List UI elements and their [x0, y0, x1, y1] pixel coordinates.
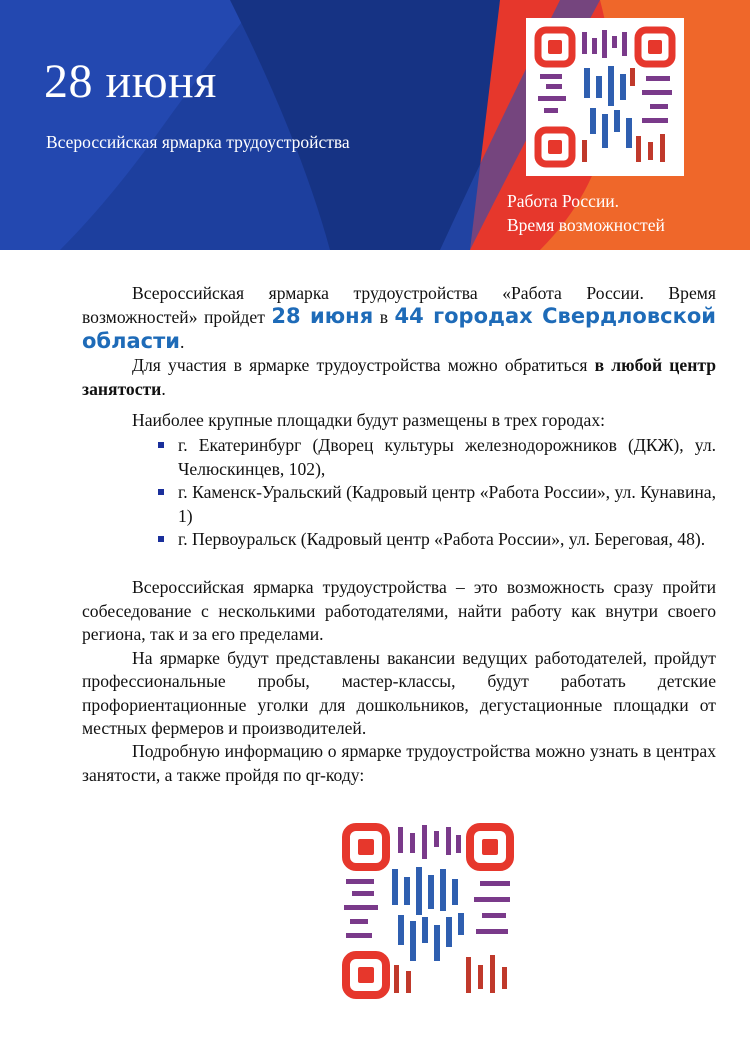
- header-banner: [0, 0, 750, 250]
- qr-code-icon: [336, 817, 520, 1005]
- paragraph-venues: Наиболее крупные площадки будут размещены в трех городах:: [132, 410, 606, 431]
- qr-code-icon: [526, 18, 684, 176]
- paragraph-participation: Для участия в ярмарке трудоустройства можно обратиться в любой центр занятости.: [82, 355, 717, 399]
- list-item: г. Первоуральск (Кадровый центр «Работа России», ул. Береговая, 48).: [178, 528, 716, 551]
- slogan-line-2: Время возможностей: [507, 215, 665, 235]
- qr-code-header[interactable]: [526, 18, 684, 176]
- event-subtitle: Всероссийская ярмарка трудоустройства: [46, 132, 350, 152]
- bullet-icon: [158, 536, 164, 542]
- paragraph-more-info: Подробную информацию о ярмарке трудоустройства можно узнать в центрах занятости, а также пройдя по qr-коду:: [82, 741, 716, 785]
- paragraph-activities: На ярмарке будут представлены вакансии ведущих работодателей, пройдут профессиональные пробы, мастер-классы, будут работать детские профориентационные уголки для дошкольников, дегустационные площадки от местных фермеров и производителей.: [82, 647, 716, 738]
- qr-code-bottom[interactable]: [336, 817, 520, 1005]
- list-item: г. Каменск-Уральский (Кадровый центр «Работа России», ул. Кунавина, 1): [178, 481, 716, 528]
- paragraph-opportunity: Всероссийская ярмарка трудоустройства – это возможность сразу пройти собеседование с несколькими работодателями, найти работу как внутри своего региона, так и за его пределами.: [82, 577, 716, 645]
- list-item: г. Екатеринбург (Дворец культуры железнодорожников (ДКЖ), ул. Челюскинцев, 102),: [178, 434, 716, 481]
- paragraph-intro: Всероссийская ярмарка трудоустройства «Работа России. Время возможностей» пройдет 28 июня в 44 городах Свердловской области.: [82, 283, 716, 353]
- article-body: [82, 282, 716, 787]
- bullet-icon: [158, 442, 164, 448]
- bold-any-center: в любой центр занятости: [82, 355, 717, 399]
- slogan: [507, 189, 737, 237]
- event-date: 28 июня: [44, 55, 217, 108]
- bullet-icon: [158, 489, 164, 495]
- highlight-cities: 44 городах Свердловской области: [82, 304, 716, 353]
- highlight-date: 28 июня: [271, 304, 374, 329]
- venue-list: [82, 434, 716, 551]
- slogan-line-1: Работа России.: [507, 191, 620, 211]
